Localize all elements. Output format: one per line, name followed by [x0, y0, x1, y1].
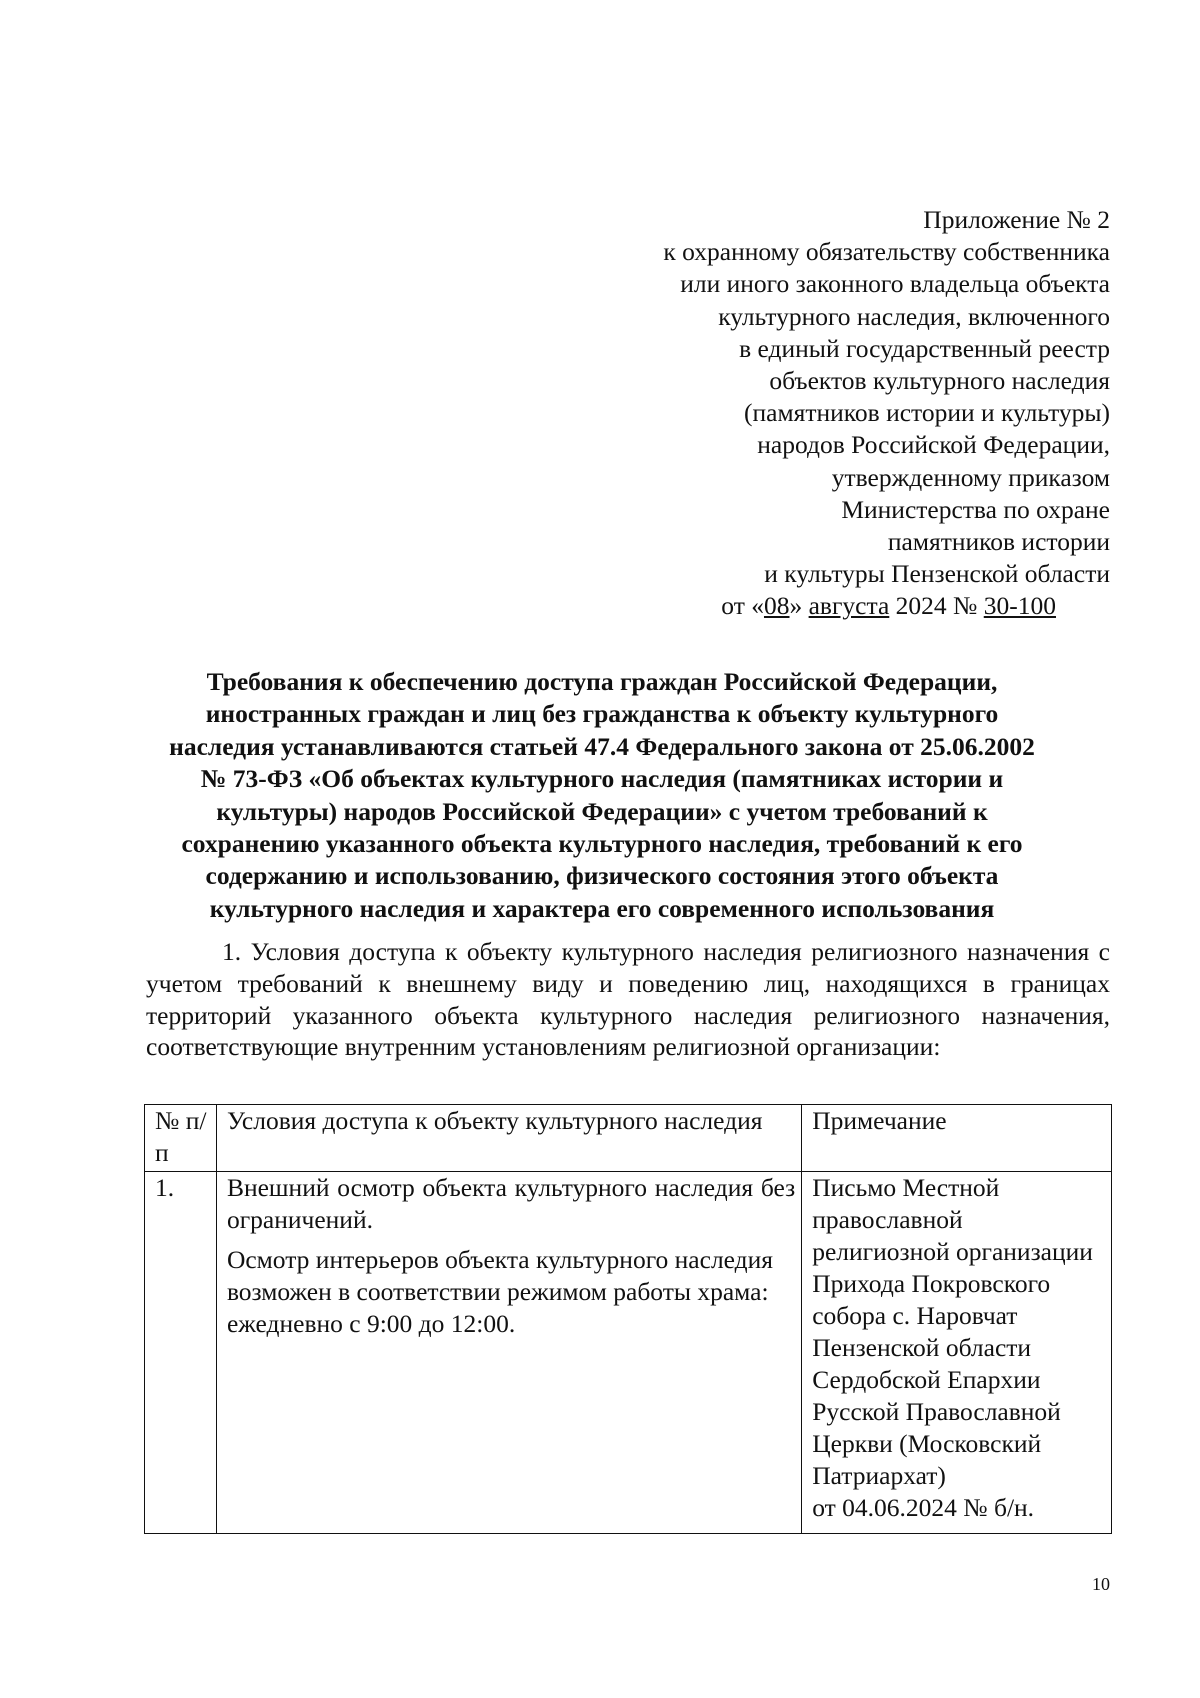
- appendix-line: и культуры Пензенской области: [764, 559, 1110, 589]
- appendix-line: или иного законного владельца объекта: [680, 269, 1110, 299]
- appendix-line: к охранному обязательству собственника: [663, 237, 1110, 267]
- cell-note: [802, 1172, 1112, 1534]
- conditions-text: Осмотр интерьеров объекта культурного наследия возможен в соответствии режимом работы храма: ежедневно с 9:00 до 12:00.: [226, 1245, 773, 1338]
- title-line: культуры) народов Российской Федерации» с учетом требований к: [216, 796, 988, 826]
- appendix-line: культурного наследия, включенного: [718, 301, 1110, 331]
- appendix-header: [663, 204, 1110, 623]
- appendix-line: в единый государственный реестр: [739, 333, 1110, 363]
- header-num: № п/п: [145, 1105, 217, 1172]
- appendix-line: объектов культурного наследия: [769, 366, 1110, 396]
- conditions-text: Внешний осмотр объекта культурного наследия без ограничений.: [226, 1173, 796, 1234]
- access-conditions-table: [144, 1104, 1112, 1534]
- appendix-date-line: [663, 590, 1110, 622]
- appendix-line: памятников истории: [887, 527, 1110, 557]
- date-day: 08: [763, 591, 790, 621]
- date-prefix: от «: [721, 591, 764, 621]
- header-conditions: Условия доступа к объекту культурного наследия: [216, 1105, 801, 1172]
- paragraph-access-conditions: 1. Условия доступа к объекту культурного наследия религиозного назначения с учетом требований к внешнему виду и поведению лиц, находящихся в границах территорий указанного объекта культурного наследия религиозного назначения, соответствующие внутренним установлениям религиозной организации:: [146, 937, 1110, 1062]
- appendix-line: народов Российской Федерации,: [757, 430, 1110, 460]
- date-mid: »: [789, 591, 809, 621]
- title-line: культурного наследия и характера его современного использования: [209, 893, 995, 923]
- header-note: Примечание: [802, 1105, 1112, 1172]
- appendix-line: Министерства по охране: [841, 494, 1110, 524]
- appendix-line: Приложение № 2: [923, 205, 1110, 234]
- title-line: наследия устанавливаются статьей 47.4 Федерального закона от 25.06.2002: [169, 731, 1035, 761]
- requirements-title: [128, 666, 1076, 925]
- cell-conditions: [216, 1172, 801, 1534]
- title-line: Требования к обеспечению доступа граждан Российской Федерации,: [206, 667, 998, 696]
- page-number: 10: [1092, 1574, 1110, 1594]
- order-number: 30-100: [983, 591, 1056, 621]
- title-line: сохранению указанного объекта культурного наследия, требований к его: [181, 829, 1023, 859]
- note-date: от 04.06.2024 № б/н.: [812, 1493, 1035, 1522]
- appendix-line: (памятников истории и культуры): [744, 398, 1110, 428]
- date-month: августа: [808, 591, 890, 621]
- note-text: Письмо Местной православной религиозной организации Прихода Покровского собора с. Наровчат Пензенской области Сердобской Епархии Русской Православной Церкви (Московский Патриархат): [812, 1173, 1093, 1490]
- appendix-line: утвержденному приказом: [831, 462, 1110, 492]
- title-line: № 73-ФЗ «Об объектах культурного наследия (памятниках истории и: [200, 764, 1004, 794]
- title-line: содержанию и использованию, физического состояния этого объекта: [205, 861, 999, 891]
- table-header-row: [145, 1105, 1112, 1172]
- table-row: [145, 1172, 1112, 1534]
- title-line: иностранных граждан и лиц без гражданства к объекту культурного: [205, 699, 999, 729]
- cell-num: 1.: [145, 1172, 217, 1534]
- date-year: 2024 №: [889, 591, 984, 621]
